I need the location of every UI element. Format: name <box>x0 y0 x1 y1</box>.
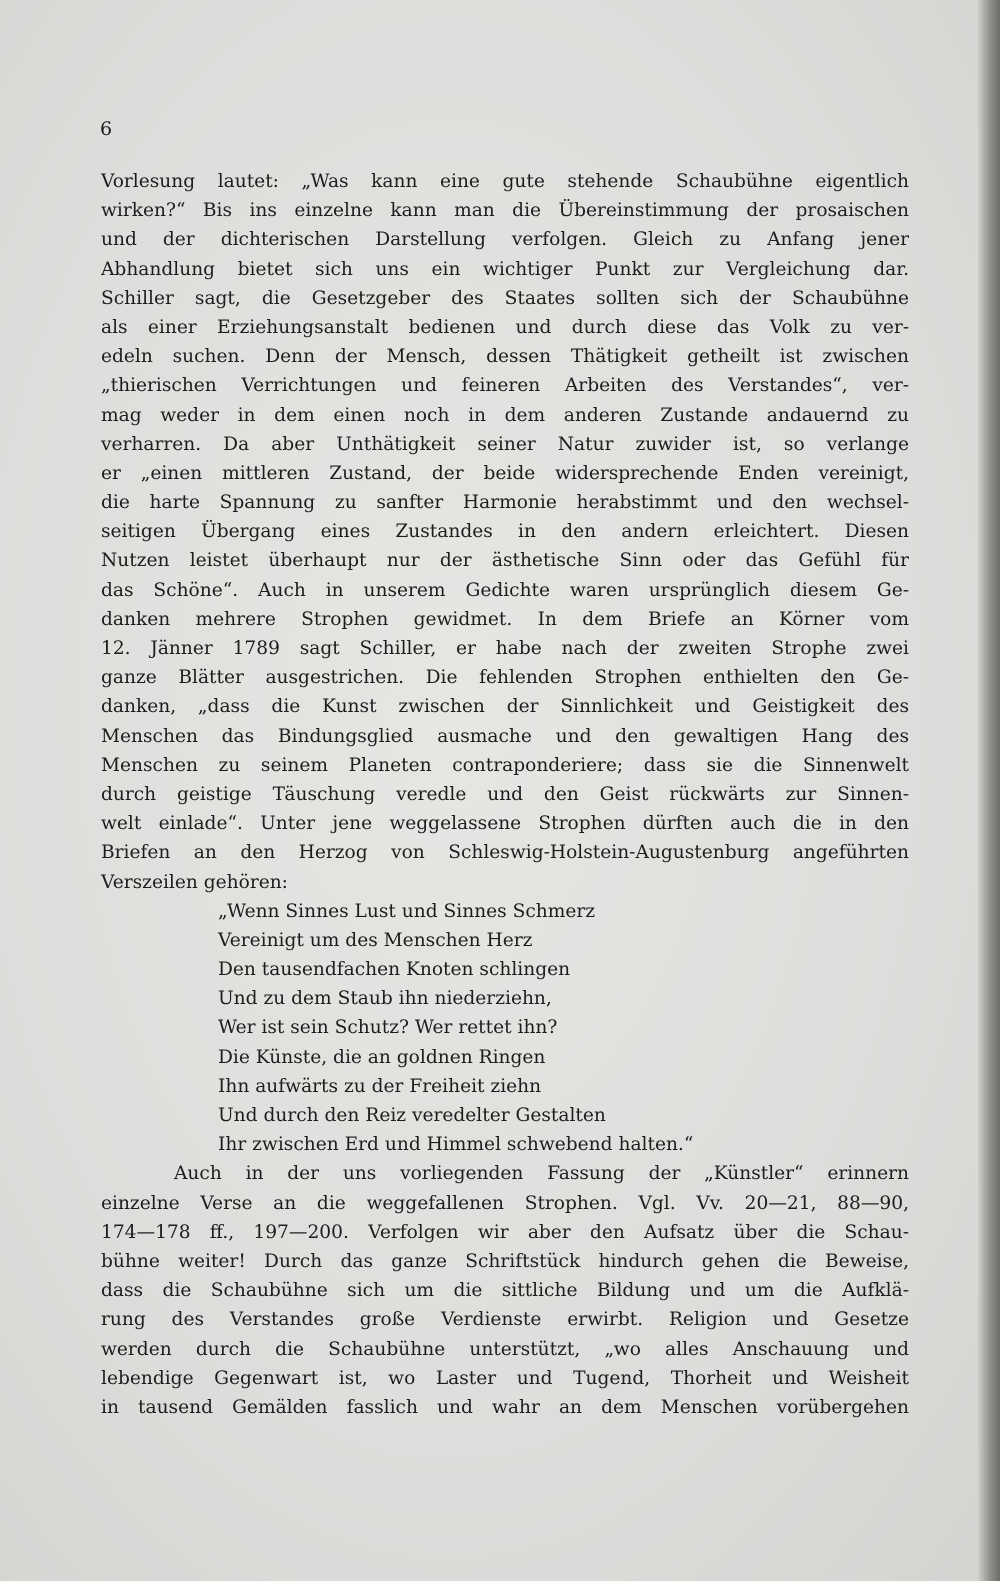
verse-line: Den tausendfachen Knoten schlingen <box>218 959 571 981</box>
verse-quote <box>101 897 909 1160</box>
body-text <box>101 167 909 1422</box>
text-line: seitigen Übergang eines Zustandes in den andern erleichtert. Diesen <box>101 521 909 543</box>
text-line: danken, „dass die Kunst zwischen der Sinnlichkeit und Geistigkeit des <box>101 696 909 718</box>
text-line: Auch in der uns vorliegenden Fassung der „Künstler“ erinnern <box>174 1163 909 1185</box>
text-line: lebendige Gegenwart ist, wo Laster und Tugend, Thorheit und Weisheit <box>101 1367 909 1389</box>
text-line: ganze Blätter ausgestrichen. Die fehlenden Strophen enthielten den Ge- <box>101 667 909 689</box>
text-line: durch geistige Täuschung veredle und den Geist rückwärts zur Sinnen- <box>101 783 909 805</box>
verse-line: „Wenn Sinnes Lust und Sinnes Schmerz <box>218 900 596 922</box>
page-number: 6 <box>100 118 113 140</box>
verse-line: Und durch den Reiz veredelter Gestalten <box>218 1105 606 1126</box>
text-line: welt einlade“. Unter jene weggelassene Strophen dürften auch die in den <box>101 813 909 835</box>
text-line: dass die Schaubühne sich um die sittliche Bildung und um die Aufklä- <box>101 1280 909 1302</box>
text-line: mag weder in dem einen noch in dem anderen Zustande andauernd zu <box>101 404 909 426</box>
text-line: edeln suchen. Denn der Mensch, dessen Thätigkeit getheilt ist zwischen <box>101 346 909 368</box>
text-line: als einer Erziehungsanstalt bedienen und durch diese das Volk zu ver- <box>101 316 909 338</box>
paragraph-2 <box>101 1159 909 1422</box>
text-line: 174—178 ff., 197—200. Verfolgen wir aber den Aufsatz über die Schau- <box>101 1221 909 1243</box>
text-line: 12. Jänner 1789 sagt Schiller, er habe nach der zweiten Strophe zwei <box>101 638 909 659</box>
verse-line: Ihr zwischen Erd und Himmel schwebend halten.“ <box>218 1134 694 1156</box>
text-line: Verszeilen gehören: <box>101 871 288 893</box>
text-line: bühne weiter! Durch das ganze Schriftstück hindurch gehen die Beweise, <box>101 1250 909 1272</box>
text-line: Schiller sagt, die Gesetzgeber des Staates sollten sich der Schaubühne <box>101 287 909 309</box>
text-line: verharren. Da aber Unthätigkeit seiner Natur zuwider ist, so verlange <box>101 433 909 455</box>
text-line: Abhandlung bietet sich uns ein wichtiger Punkt zur Vergleichung dar. <box>101 258 909 280</box>
verse-line: Ihn aufwärts zu der Freiheit ziehn <box>218 1075 542 1097</box>
text-line: und der dichterischen Darstellung verfolgen. Gleich zu Anfang jener <box>101 229 909 251</box>
text-line: das Schöne“. Auch in unserem Gedichte waren ursprünglich diesem Ge- <box>101 579 909 601</box>
text-line: wirken?“ Bis ins einzelne kann man die Übereinstimmung der prosaischen <box>101 200 909 222</box>
text-line: rung des Verstandes große Verdienste erwirbt. Religion und Gesetze <box>101 1309 909 1331</box>
text-line: Nutzen leistet überhaupt nur der ästhetische Sinn oder das Gefühl für <box>101 550 909 572</box>
text-line: Menschen das Bindungsglied ausmache und den gewaltigen Hang des <box>101 725 909 747</box>
verse-line: Die Künste, die an goldnen Ringen <box>218 1046 546 1068</box>
verse-line: Und zu dem Staub ihn niederziehn, <box>218 988 552 1010</box>
text-line: danken mehrere Strophen gewidmet. In dem Briefe an Körner vom <box>101 608 909 630</box>
page-gutter-shadow <box>978 0 1000 1581</box>
text-line: die harte Spannung zu sanfter Harmonie herabstimmt und den wechsel- <box>101 492 909 514</box>
text-line: „thierischen Verrichtungen und feineren Arbeiten des Verstandes“, ver- <box>101 375 909 397</box>
text-line: einzelne Verse an die weggefallenen Strophen. Vgl. Vv. 20—21, 88—90, <box>101 1192 909 1214</box>
verse-line: Wer ist sein Schutz? Wer rettet ihn? <box>218 1017 558 1039</box>
text-line: in tausend Gemälden fasslich und wahr an dem Menschen vorübergehen <box>101 1396 909 1418</box>
text-line: Menschen zu seinem Planeten contraponderiere; dass sie die Sinnenwelt <box>101 754 909 776</box>
text-line: Vorlesung lautet: „Was kann eine gute stehende Schaubühne eigentlich <box>101 171 909 192</box>
text-line: Briefen an den Herzog von Schleswig-Holstein-Augustenburg angeführten <box>101 842 909 864</box>
text-line: er „einen mittleren Zustand, der beide widersprechende Enden vereinigt, <box>101 462 909 484</box>
text-line: werden durch die Schaubühne unterstützt, „wo alles Anschauung und <box>101 1338 909 1360</box>
paragraph-1 <box>101 167 909 897</box>
verse-line: Vereinigt um des Menschen Herz <box>218 929 533 951</box>
